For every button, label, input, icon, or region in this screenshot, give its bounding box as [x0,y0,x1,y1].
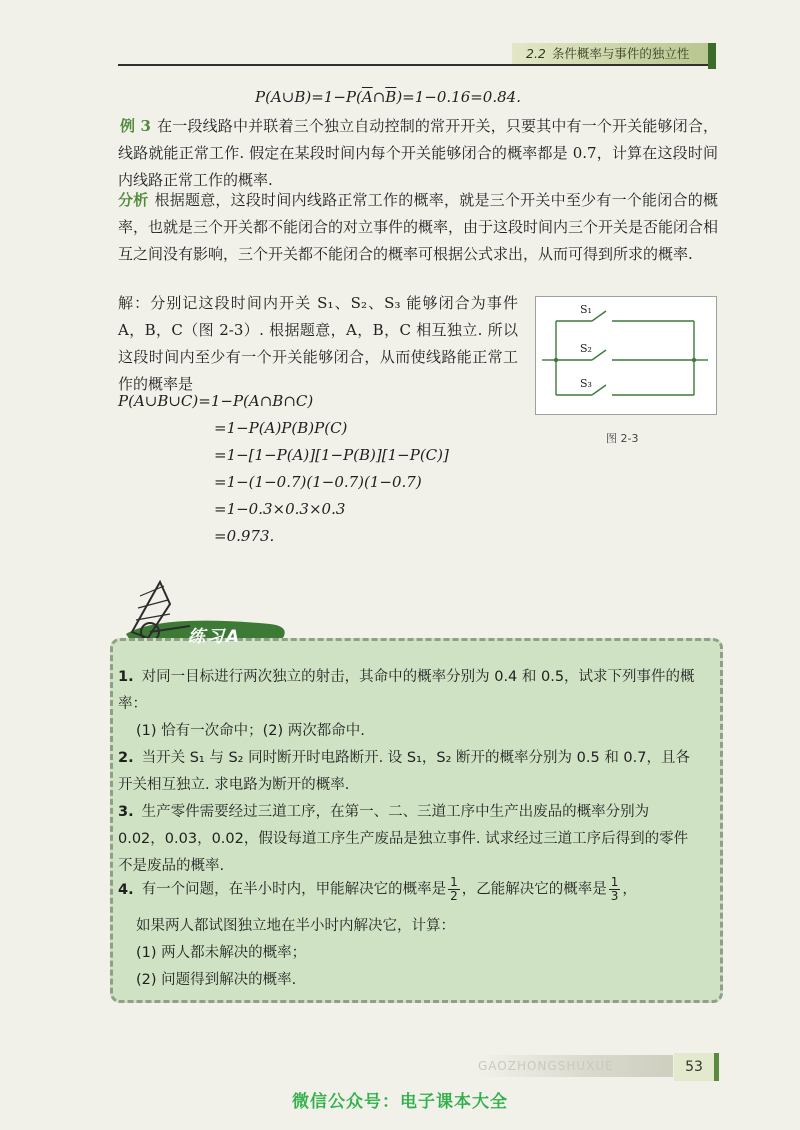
exercise-text-4b: ，乙能解决它的概率是 [461,881,607,898]
circuit-figure [535,296,717,415]
exercise-num-1: 1. [118,669,134,685]
footer-band: GAOZHONGSHUXUE [478,1055,673,1077]
fraction-one-third: $\frac{1}{3}$ [610,875,619,903]
section-header [512,43,708,64]
exercise-text-3: 生产零件需要经过三道工序，在第一、二、三道工序中生产出废品的概率分别为 0.02，0.03，0.02，假设每道工序生产废品是独立事件. 试求经过三道工序后得到的零件不是废品的概率. [118,804,689,874]
exercise-item-2 [118,745,698,799]
page-number: 53 [674,1053,714,1081]
exercise-text-4c: ， [622,881,637,898]
example-3 [118,113,718,194]
watermark: 微信公众号：电子课本大全 [292,1092,508,1112]
solution-step-4: =1−(1−0.7)(1−0.7)(1−0.7) [214,473,422,491]
exercise-item-3 [118,799,698,880]
switch-label-s1: S₁ [580,303,592,316]
exercise-num-2: 2. [118,750,134,766]
solution-step-6: =0.973. [214,527,275,545]
analysis-text: 根据题意，这段时间内线路正常工作的概率，就是三个开关中至少有一个能闭合的概率，也就是三个开关都不能闭合的对立事件的概率，由于这段时间内三个开关是否能闭合相互之间没有影响，三个开关都不能闭合的概率可根据公式求出，从而可得到所求的概率. [118,191,719,263]
solution-intro: 解：分别记这段时间内开关 S₁、S₂、S₃ 能够闭合为事件 A，B，C（图 2-3）. 根据题意，A，B，C 相互独立. 所以这段时间内至少有一个开关能够闭合，从而使线路能正常工作的概率是 [118,294,518,393]
example-3-label: 例 3 [120,117,151,135]
formula-top: $P(A\cup B)=1-P(\overline{A}\cap\overline{B})=1-0.16=0.84$. [255,88,521,106]
exercise-sub-4-2: (2) 问题得到解决的概率. [136,972,297,988]
exercise-num-4: 4. [118,881,134,898]
exercise-sub-1: (1) 恰有一次命中；(2) 两次都命中. [136,723,365,739]
switch-label-s3: S₃ [580,377,592,390]
exercise-text-4d: 如果两人都试图独立地在半小时内解决它，计算： [136,918,455,934]
solution-step-1: P(A∪B∪C)=1−P(A∩B∩C) [118,392,314,410]
circuit-diagram [536,297,716,414]
example-3-text: 在一段线路中并联着三个独立自动控制的常开开关，只要其中有一个开关能够闭合，线路就能正常工作. 假定在某段时间内每个开关能够闭合的概率都是 0.7，计算在这段时间内线路正常工作的概率. [118,117,718,189]
header-rule [118,64,714,66]
solution-step-5: =1−0.3×0.3×0.3 [214,500,346,518]
exercise-sub-4-1: (1) 两人都未解决的概率； [136,945,307,961]
exercise-text-4a: 有一个问题，在半小时内，甲能解决它的概率是 [141,881,447,898]
exercise-title: 练习A [188,627,242,647]
exercise-num-3: 3. [118,804,134,820]
section-number: 2.2 [526,46,546,61]
solution-step-2: =1−P(A)P(B)P(C) [214,419,348,437]
exercise-item-4 [118,876,698,904]
analysis [118,187,718,268]
figure-caption: 图 2-3 [606,432,639,445]
exercise-item-1 [118,664,698,718]
analysis-label: 分析 [118,191,149,209]
exercise-text-2: 当开关 S₁ 与 S₂ 同时断开时电路断开. 设 S₁，S₂ 断开的概率分别为 0.5 和 0.7，且各开关相互独立. 求电路为断开的概率. [118,750,690,793]
page-number-accent [714,1053,719,1081]
solution-step-3: =1−[1−P(A)][1−P(B)][1−P(C)] [214,446,449,464]
section-title: 条件概率与事件的独立性 [551,46,690,61]
switch-label-s2: S₂ [580,342,592,355]
exercise-text-1: 对同一目标进行两次独立的射击，其命中的概率分别为 0.4 和 0.5，试求下列事件的概率： [118,669,695,712]
fraction-one-half: $\frac{1}{2}$ [450,875,458,903]
header-accent-bar [708,43,716,69]
